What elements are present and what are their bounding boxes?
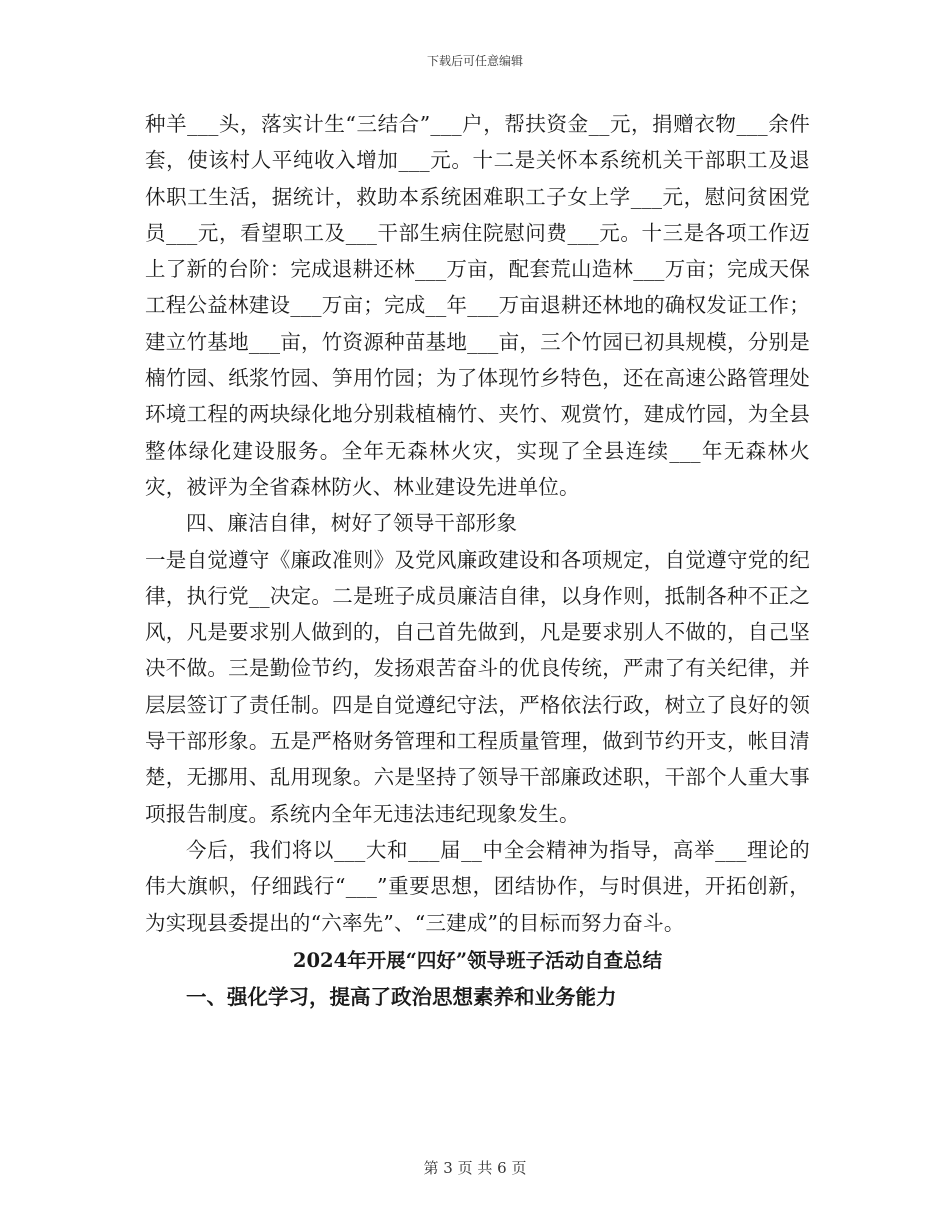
paragraph-3: 今后，我们将以___大和___届__中全会精神为指导，高举___理论的伟大旗帜，仔细践行“___”重要思想，团结协作，与时俱进，开拓创新，为实现县委提出的“六率先”、“三建成”的目标而努力奋斗。 (145, 837, 810, 935)
paragraph-1: 种羊___头，落实计生“三结合”___户，帮扶资金__元，捐赠衣物___余件套，使该村人平纯收入增加___元。十二是关怀本系统机关干部职工及退休职工生活，据统计，救助本系统困难职工子女上学___元，慰问贫困党员___元，看望职工及___干部生病住院慰问费___元。十三是各项工作迈上了新的台阶：完成退耕还林___万亩，配套荒山造林___万亩；完成天保工程公益林建设___万亩；完成__年___万亩退耕还林地的确权发证工作；建立竹基地___亩，竹资源种苗基地___亩，三个竹园已初具规模，分别是楠竹园、纸浆竹园、笋用竹园；为了体现竹乡特色，还在高速公路管理处环境工程的两块绿化地分别栽植楠竹、夹竹、观赏竹，建成竹园，为全县整体绿化建设服务。全年无森林火灾，实现了全县连续___年无森林火灾，被评为全省森林防火、林业建设先进单位。 (145, 112, 810, 499)
document-body (145, 106, 810, 1015)
section-heading-4: 四、廉洁自律，树好了领导干部形象 (186, 511, 518, 536)
paragraph-2: 一是自觉遵守《廉政准则》及党风廉政建设和各项规定，自觉遵守党的纪律，执行党__决定。二是班子成员廉洁自律，以身作则，抵制各种不正之风，凡是要求别人做到的，自己首先做到，凡是要求别人不做的，自己坚决不做。三是勤俭节约，发扬艰苦奋斗的优良传统，严肃了有关纪律，并层层签订了责任制。四是自觉遵纪守法，严格依法行政，树立了良好的领导干部形象。五是严格财务管理和工程质量管理，做到节约开支，帐目清楚，无挪用、乱用现象。六是坚持了领导干部廉政述职，干部个人重大事项报告制度。系统内全年无违法违纪现象发生。 (145, 547, 810, 826)
page-header: 下载后可任意编辑 (426, 54, 523, 68)
section-heading-1: 一、强化学习，提高了政治思想素养和业务能力 (186, 985, 617, 1010)
page-footer: 第 3 页 共 6 页 (423, 1159, 527, 1177)
document-title: 2024年开展“四好”领导班子活动自查总结 (292, 948, 663, 972)
